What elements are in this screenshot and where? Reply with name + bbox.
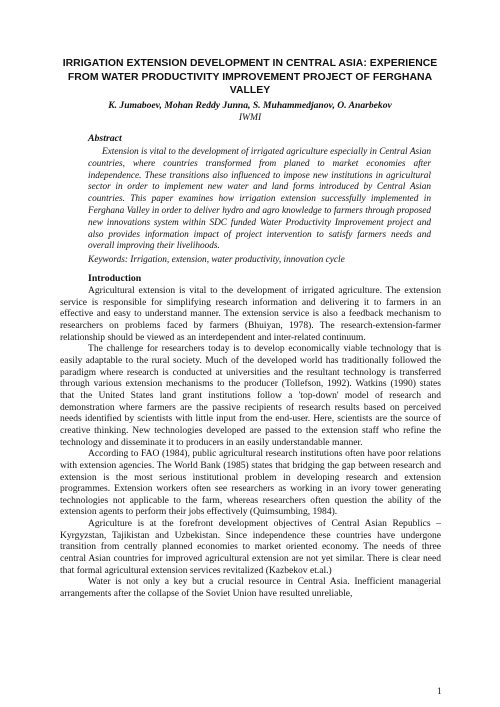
abstract-text: Extension is vital to the development of irrigated agriculture especially in Central Asian countries, where countries transformed from planed to market economies after independence. These transitions also influenced to impose new institutions in agricultural sector in order to implement new water and land forms introduced by Central Asian countries. This paper examines how irrigation extension successfully implemented in Ferghana Valley in order to deliver hydro and agro knowledge to farmers through proposed new innovations system within SDC funded Water Productivity Improvement project and also provides information impact of project intervention to satisfy farmers needs and overall improving their livelihoods. bbox=[88, 147, 431, 252]
introduction-body bbox=[60, 285, 441, 600]
page-number: 1 bbox=[437, 687, 442, 697]
paragraph: The challenge for researchers today is to develop economically viable technology that is easily adaptable to the rural society. Much of the developed world has traditionally followed the paradigm where research is conducted at universities and the resultant technology is transferred through various extension mechanisms to the producer (Tollefson, 1992). Watkins (1990) states that the United States land grant institutions follow a 'top-down' model of research and demonstration where farmers are the passive recipients of research results based on perceived needs identified by scientists with little input from the end-user. Here, scientists are the source of creative thinking. New technologies developed are passed to the extension staff who refine the technology and disseminate it to producers in an easily understandable manner. bbox=[60, 343, 441, 448]
paragraph: According to FAO (1984), public agricultural research institutions often have poor relations with extension agencies. The World Bank (1985) states that bridging the gap between research and extension is the most serious institutional problem in developing research and extension programmes. Extension workers often see researchers as working in an ivory tower generating technologies not applicable to the farm, whereas researchers often question the ability of the extension agents to perform their jobs effectively (Quimsumbing, 1984). bbox=[60, 448, 441, 518]
abstract-heading: Abstract bbox=[88, 133, 122, 144]
paragraph: Agricultural extension is vital to the development of irrigated agriculture. The extension service is responsible for simplifying research information and delivering it to farmers in an effective and easy to understand manner. The extension service is also a feedback mechanism to researchers on problems faced by farmers (Bhuiyan, 1978). The research-extension-farmer relationship should be viewed as an interdependent and inter-related continuum. bbox=[60, 285, 441, 343]
author-list: K. Jumaboev, Mohan Reddy Junna, S. Muhammedjanov, O. Anarbekov bbox=[108, 100, 392, 111]
section-heading-introduction: Introduction bbox=[88, 273, 142, 284]
affiliation: IWMI bbox=[238, 112, 262, 123]
abstract-body bbox=[88, 147, 431, 253]
paragraph: Water is not only a key but a crucial resource in Central Asia. Inefficient managerial arrangements after the collapse of the Soviet Union have resulted unreliable, bbox=[60, 576, 441, 600]
paragraph: Agriculture is at the forefront development objectives of Central Asian Republics – Kyrgyzstan, Tajikistan and Uzbekistan. Since independence these countries have undergone transition from centrally planned economies to market oriented economy. The needs of three central Asian countries for improved agricultural extension are not yet similar. There is clear need that formal agricultural extension services revitalized (Kazbekov et.al.) bbox=[60, 518, 441, 576]
keywords: Keywords: Irrigation, extension, water productivity, innovation cycle bbox=[88, 255, 345, 265]
paper-title: IRRIGATION EXTENSION DEVELOPMENT IN CENTRAL ASIA: EXPERIENCE FROM WATER PRODUCTIVITY IMPROVEMENT PROJECT OF FERGHANA VALLEY bbox=[62, 58, 438, 96]
